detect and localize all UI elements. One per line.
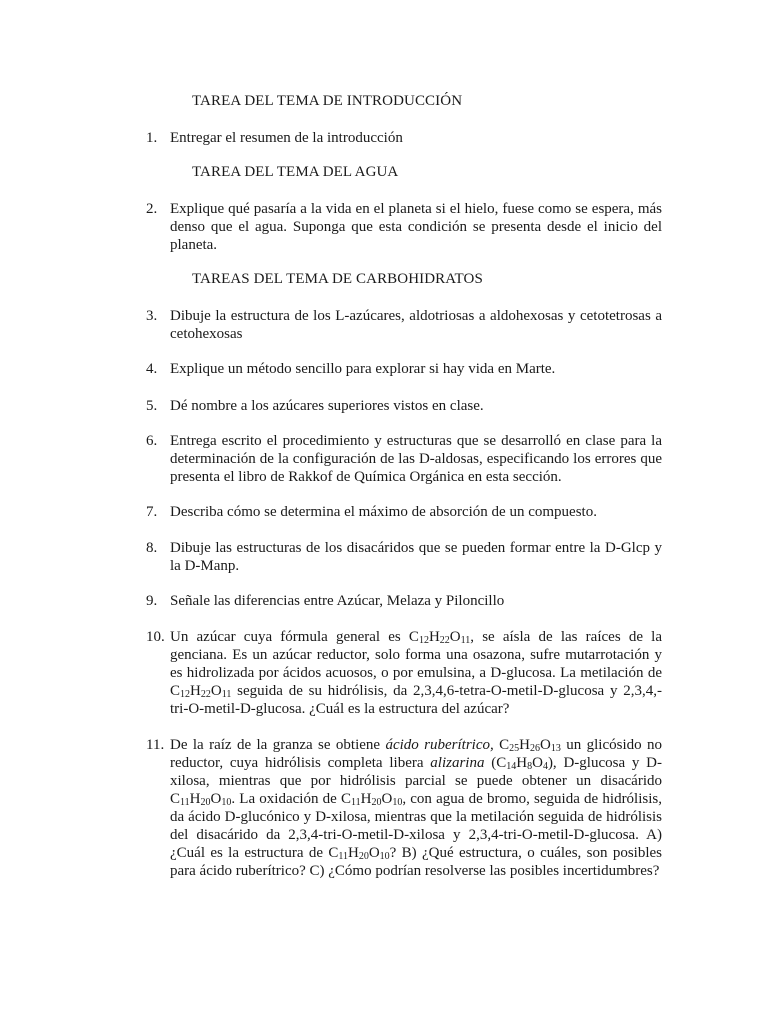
item-number: 6. [146, 433, 158, 449]
heading-introduccion: TAREA DEL TEMA DE INTRODUCCIÓN [192, 93, 463, 109]
list-item-6 [146, 432, 662, 486]
item-number: 2. [146, 201, 158, 217]
list-item-11 [146, 736, 662, 880]
heading-agua: TAREA DEL TEMA DEL AGUA [192, 164, 399, 180]
list-item-7 [146, 503, 662, 521]
item-text: Explique qué pasaría a la vida en el planeta si el hielo, fuese como se espera, más denso que el agua. Suponga que esta condición se presenta desde el inicio del planeta. [170, 201, 662, 253]
item-number: 5. [146, 398, 158, 414]
item-text: Dibuje las estructuras de los disacáridos que se pueden formar entre la D-Glcp y la D-Manp. [170, 540, 662, 574]
item-text: Entrega escrito el procedimiento y estructuras que se desarrolló en clase para la determinación de la configuración de las D-aldosas, especificando los errores que presenta el libro de Rakkof de Química Orgánica en esta sección. [170, 433, 662, 485]
list-item-2 [146, 200, 662, 254]
item-text: Describa cómo se determina el máximo de absorción de un compuesto. [170, 504, 597, 520]
item-number: 11. [146, 737, 165, 753]
item-number: 7. [146, 504, 158, 520]
item-text: De la raíz de la granza se obtiene ácido ruberítrico, $C_{25}H_{26}O_{13}$ un glicósido no reductor, cuya hidrólisis completa libera alizarina $(C_{14}H_8O_4)$, D-glucosa y D-xilosa, mientras que por hidrólisis parcial se puede obtener un disacárido $C_{11}H_{20}O_{10}$. La oxidación de $C_{11}H_{20}O_{10}$, con agua de bromo, seguida de hidrólisis, da ácido D-glucónico y D-xilosa, mientras que la metilación seguida de hidrólisis del disacárido da 2,3,4-tri-O-metil-D-xilosa y 2,3,4-tri-O-metil-D-glucosa. A) ¿Cuál es la estructura de $C_{11}H_{20}O_{10}$? B) ¿Qué estructura, o cuáles, son posibles para ácido ruberítrico? C) ¿Cómo podrían resolverse las posibles incertidumbres? [170, 737, 662, 879]
item-text: Explique un método sencillo para explorar si hay vida en Marte. [170, 361, 556, 377]
list-item-5 [146, 397, 662, 415]
item-text: Un azúcar cuya fórmula general es $C_{12}H_{22}O_{11}$, se aísla de las raíces de la genciana. Es un azúcar reductor, solo forma una osazona, sufre mutarrotación y es hidrolizada por ácidos acuosos, o por emulsina, a D-glucosa. La metilación de $C_{12}H_{22}O_{11}$ seguida de su hidrólisis, da 2,3,4,6-tetra-O-metil-D-glucosa y 2,3,4,-tri-O-metil-D-glucosa. ¿Cuál es la estructura del azúcar? [170, 629, 662, 717]
list-item-3 [146, 307, 662, 343]
item-text: Dibuje la estructura de los L-azúcares, aldotriosas a aldohexosas y cetotetrosas a cetohexosas [170, 308, 662, 342]
item-number: 8. [146, 540, 158, 556]
list-item-10 [146, 628, 662, 718]
list-item-9 [146, 592, 662, 610]
list-item-1 [146, 129, 662, 147]
item-text: Señale las diferencias entre Azúcar, Melaza y Piloncillo [170, 593, 505, 609]
item-number: 1. [146, 130, 158, 146]
list-item-8 [146, 539, 662, 575]
heading-carbohidratos: TAREAS DEL TEMA DE CARBOHIDRATOS [192, 271, 483, 287]
list-item-4 [146, 360, 662, 378]
item-number: 3. [146, 308, 158, 324]
item-number: 10. [146, 629, 165, 645]
item-text: Dé nombre a los azúcares superiores vistos en clase. [170, 398, 484, 414]
item-number: 9. [146, 593, 158, 609]
item-text: Entregar el resumen de la introducción [170, 130, 403, 146]
item-number: 4. [146, 361, 158, 377]
